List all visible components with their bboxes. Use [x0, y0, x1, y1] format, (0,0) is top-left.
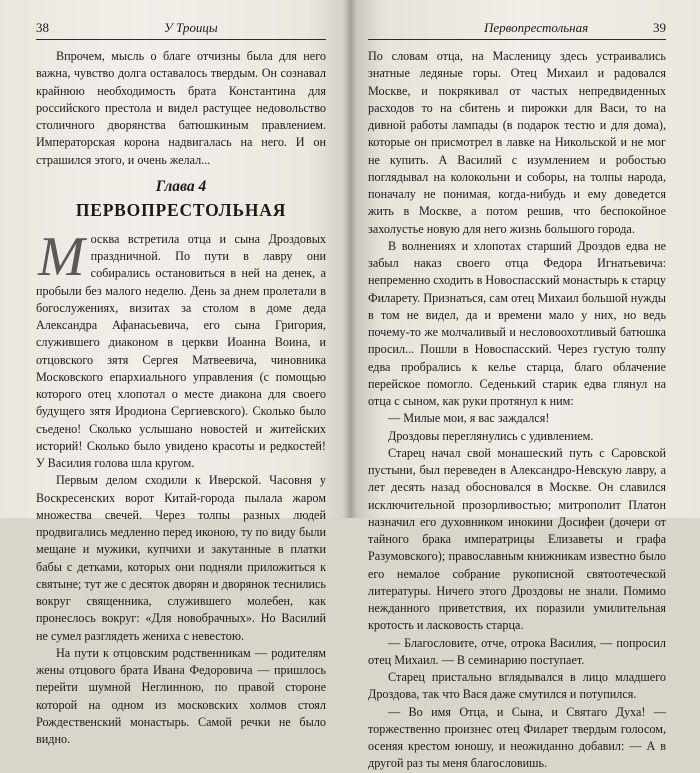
chapter-label: Глава 4	[155, 177, 207, 195]
left-page-header	[36, 20, 326, 40]
left-paragraph: Впрочем, мысль о благе отчизны была для него важна, чувство долга оставалось твердым. Он сознавал крайнюю необходимость брата Константина для российского престола и видел растущее недовольство столичного дворянства батюшкиным правлением. Императорская корона надвигалась на него. И он страшился этого, и очень желал...	[36, 49, 326, 167]
right-paragraph: — Благословите, отче, отрока Василия, — попросил отец Михаил. — В семинарию поступает.	[368, 635, 666, 667]
right-paragraph: — Милые мои, я вас заждался!	[388, 411, 550, 426]
right-paragraph: По словам отца, на Масленицу здесь устраивались знатные ледяные горы. Отец Михаил и радовался Москве, и покрякивал от частых непредвиденных расходов то на сбитень и пирожки для Васи, то на дивной работы лампады (в подарок тестю и для дома), которые он присмотрел в лавке на Никольской и не мог не купить. А Василий с изумлением и робостью поглядывал на колокольни и соборы, на толпы народа, поначалу не понимая, когда-нибудь и ему доведется жить в Москве, а потом решив, что беспокойное захолустье новую для него жизнь большого города.	[368, 49, 666, 236]
chapter-first-paragraph	[36, 225, 326, 473]
left-header-rule	[36, 39, 326, 40]
left-paragraph: Первым делом сходили к Иверской. Часовня у Воскресенских ворот Китай-города пылала жаром множества свечей. Через толпы разных людей продвигались медленно перед иконою, ту по виду были мещане и мужики, купчихи и закутанные в платки бабы с детками, которых они подняли приложиться к святыне; тут же с десяток дворян и дворянок теснились вокруг священника, служившего молебен, как пронеслось вокруг: «Для новобрачных». Но Василий не сумел разглядеть жениха с невестою.	[36, 473, 326, 643]
chapter-title: ПЕРВОПРЕСТОЛЬНАЯ	[75, 199, 287, 220]
right-paragraph: Старец пристально вглядывался в лицо младшего Дроздова, так что Вася даже смутился и потупился.	[368, 670, 666, 702]
left-page-body	[36, 48, 326, 748]
left-page-number: 38	[36, 20, 49, 35]
right-page-body	[368, 48, 666, 773]
first-paragraph-text: осква встретила отца и сына Дроздовых праздничной. По пути в лавру они собирались остановиться в ней на денек, а пробыли без малого неделю. День за днем пролетали в богослужениях, визитах за столом в доме деда Александра Афанасьевича, его сына Григория, служившего диаконом в церкви Иоанна Воина, и отцовского зятя Сергея Матвеевича, чиновника Московского епархиального управления (с помощью которого отец хлопотал о месте диакона для своего будущего зятя Иродиона Сергиевского). Сколько было съедено! Сколько услышано новостей и житейских историй! Сколько было увидено красоты и редкостей! У Василия голова шла кругом.	[36, 231, 326, 470]
left-paragraph: На пути к отцовским родственникам — родителям жены отцового брата Ивана Федоровича — пришлось перейти шумной Неглинною, по правой стороне которой на одном из московских холмов стоял Рождественский монастырь. Самой речки не было видно.	[36, 645, 326, 746]
right-paragraph: — Во имя Отца, и Сына, и Святаго Духа! — торжественно произнес отец Филарет твердым голосом, осеняя крестом юношу, и неожиданно добавил: — А в другой раз ты меня благословишь.	[368, 704, 666, 771]
right-running-title: Первопрестольная	[484, 20, 589, 35]
right-page-header	[368, 20, 666, 40]
drop-cap: М	[38, 225, 85, 288]
right-header-rule	[368, 39, 666, 40]
left-page	[0, 0, 350, 746]
right-paragraph: Дроздовы переглянулись с удивлением.	[388, 428, 594, 443]
book-spine-shadow	[343, 0, 357, 518]
right-page	[350, 0, 700, 771]
right-paragraph: Старец начал свой монашеский путь с Саровской пустыни, был переведен в Александро-Невскую лавру, а лет десять назад обосновался в Москве. Он славился исключительной прозорливостью; митрополит Платон назначил его духовником инокини Досифеи (дочери от тайного брака императрицы Елизаветы и графа Разумовского); православным книжникам известно было его немалое собрание рукописной святоотеческой литературы. Ничего этого Дроздовы не знали. Помимо нежданного приветствия, их поразили умилительная кротость и ласковость старца.	[368, 445, 666, 633]
right-page-number: 39	[653, 20, 666, 35]
left-running-title: У Троицы	[164, 20, 218, 35]
right-paragraph: В волнениях и хлопотах старший Дроздов едва не забыл наказ своего отца Федора Игнатьевича: непременно сходить в Новоспасский монастырь к старцу Филарету. Признаться, сам отец Михаил большой нужды в том не видел, да и времени мало у них, но ведь почему-то же молчаливый и несловоохотливый батюшка просил... Пошли в Новоспасский. Через густую толпу едва пробрались к келье старца, благо облачение перейское помогло. Седенький старик едва глянул на отца с сыном, как руки протянул к ним:	[368, 238, 666, 408]
